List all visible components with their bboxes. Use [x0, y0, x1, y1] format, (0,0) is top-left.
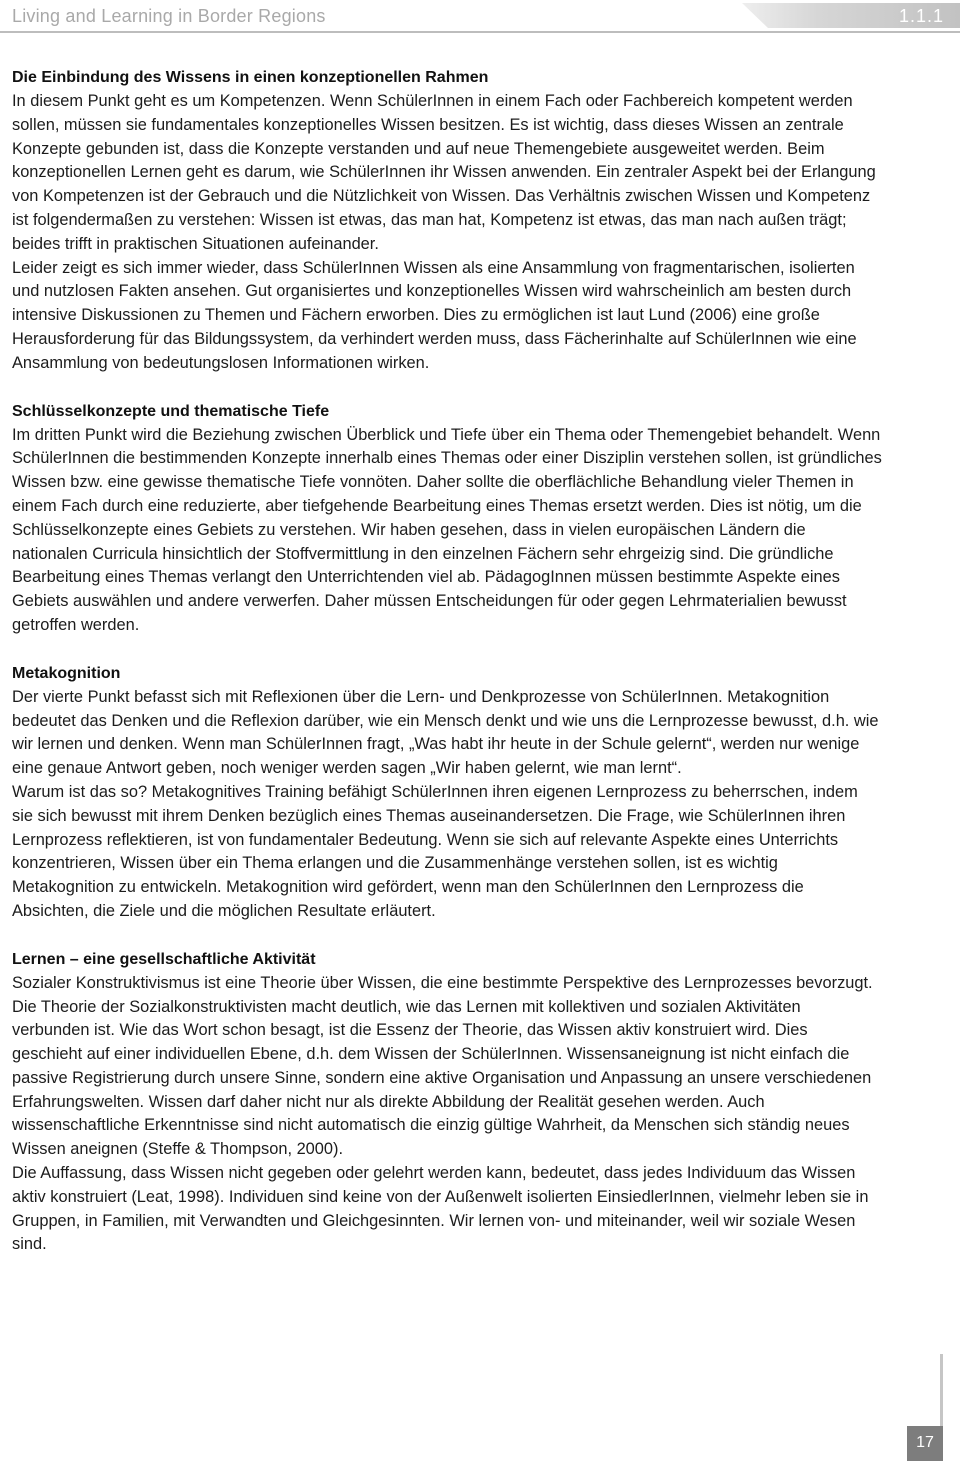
page-number: 17 — [916, 1434, 934, 1451]
section-metakognition — [12, 662, 882, 924]
page-header — [0, 0, 960, 36]
paragraph: Leider zeigt es sich immer wieder, dass SchülerInnen Wissen als eine Ansammlung von fragmentarischen, isolierten und nutzlosen Fakten ansehen. Gut organisiertes und konzeptionelles Wissen wird wahrscheinlich am besten durch intensive Diskussionen zu Themen und Fächern erworben. Dies zu ermöglichen ist laut Lund (2006) eine große Herausforderung für das Bildungssystem, da verhindert werden muss, dass Fächerinhalte auf SchülerInnen wie eine Ansammlung von bedeutungslosen Informationen wirken. — [12, 258, 857, 372]
running-title: Living and Learning in Border Regions — [12, 6, 326, 26]
section-heading: Metakognition — [12, 664, 121, 682]
section-schluesselkonzepte — [12, 400, 882, 638]
section-number: 1.1.1 — [898, 6, 944, 26]
section-heading: Schlüsselkonzepte und thematische Tiefe — [12, 402, 330, 420]
page-number-box — [907, 1426, 943, 1461]
header-divider — [0, 31, 960, 33]
paragraph: In diesem Punkt geht es um Kompetenzen. Wenn SchülerInnen in einem Fach oder Fachbereich kompetent werden sollen, müssen sie fundamentales konzeptionelles Wissen besitzen. Es ist wichtig, dass dieses Wissen an zentrale Konzepte gebunden ist, dass die Konzepte verstanden und auf neue Themengebiete ausgeweitet werden. Beim konzeptionellen Lernen geht es darum, wie SchülerInnen ihr Wissen anwenden. Ein zentraler Aspekt bei der Erlangung von Kompetenzen ist der Gebrauch und die Nützlichkeit von Wissen. Das Verhältnis zwischen Wissen und Kompetenz ist folgendermaßen zu verstehen: Wissen ist etwas, das man hat, Kompetenz ist etwas, das man nach außen trägt; beides trifft in praktischen Situationen aufeinander. — [12, 92, 876, 253]
paragraph: Sozialer Konstruktivismus ist eine Theorie über Wissen, die eine bestimmte Perspektive des Lernprozesses bevorzugt. Die Theorie der Sozialkonstruktivisten macht deutlich, wie das Lernen mit kollektiven und sozialen Aktivitäten verbunden ist. Wie das Wort schon besagt, ist die Essenz der Theorie, das Wissen aktiv konstruiert wird. Dies geschieht auf einer individuellen Ebene, d.h. dem Wissen der SchülerInnen. Wissensaneignung ist nicht einfach die passive Registrierung durch unsere Sinne, sondern eine aktive Organisation und Anpassung an unsere verschiedenen Erfahrungswelten. Wissen darf daher nicht nur als direkte Abbildung der Realität gesehen werden. Auch wissenschaftliche Erkenntnisse sind nicht automatisch die einzig gültige Wahrheit, da Menschen sich ständig neues Wissen aneignen (Steffe & Thompson, 2000). — [12, 973, 873, 1159]
section-konzeptioneller-rahmen — [12, 66, 882, 376]
margin-rule — [940, 1354, 943, 1426]
paragraph: Warum ist das so? Metakognitives Training befähigt SchülerInnen ihren eigenen Lernprozess zu beherrschen, indem sie sich bewusst mit ihrem Denken bezüglich eines Themas auseinandersetzen. Die Frage, wie SchülerInnen ihren Lernprozess reflektieren, ist von fundamentaler Bedeutung. Wenn sie sich auf relevante Aspekte eines Unterrichts konzentrieren, Wissen über ein Thema erlangen und die Zusammenhänge verstehen sollen, ist es wichtig Metakognition zu entwickeln. Metakognition wird gefördert, wenn man den SchülerInnen den Lernprozess die Absichten, die Ziele und die möglichen Resultate erläutert. — [12, 782, 858, 920]
page-body — [12, 66, 882, 1281]
paragraph: Die Auffassung, dass Wissen nicht gegeben oder gelehrt werden kann, bedeutet, dass jedes Individuum das Wissen aktiv konstruiert (Leat, 1998). Individuen sind keine von der Außenwelt isolierten EinsiedlerInnen, vielmehr leben sie in Gruppen, in Familien, mit Verwandten und Gleichgesinnten. Wir lernen von- und miteinander, weil wir soziale Wesen sind. — [12, 1164, 869, 1254]
section-heading: Die Einbindung des Wissens in einen konzeptionellen Rahmen — [12, 69, 489, 86]
paragraph: Im dritten Punkt wird die Beziehung zwischen Überblick und Tiefe über ein Thema oder Themengebiet behandelt. Wenn SchülerInnen die bestimmenden Konzepte innerhalb eines Themas oder einer Disziplin verstehen sollen, ist gründliches Wissen bzw. eine gewisse thematische Tiefe vonnöten. Daher sollte die oberflächliche Behandlung vieler Themen in einem Fach durch eine reduzierte, aber tiefgehende Bearbeitung eines Themas ersetzt werden. Dies ist nötig, um die Schlüsselkonzepte eines Gebiets zu verstehen. Wir haben gesehen, dass in vielen europäischen Ländern die nationalen Curricula hinsichtlich der Stoffvermittlung in den einzelnen Fächern sehr ehrgeizig sind. Die gründliche Bearbeitung eines Themas verlangt den Unterrichtenden viel ab. PädagogInnen müssen bestimmte Aspekte eines Gebiets auswählen und andere verwerfen. Daher müssen Entscheidungen für oder gegen Lehrmaterialien bewusst getroffen werden. — [12, 425, 882, 634]
section-gesellschaftliche-aktivitaet — [12, 948, 882, 1258]
section-heading: Lernen – eine gesellschaftliche Aktivität — [12, 950, 316, 968]
paragraph: Der vierte Punkt befasst sich mit Reflexionen über die Lern- und Denkprozesse von SchülerInnen. Metakognition bedeutet das Denken und die Reflexion darüber, wie ein Mensch denkt und wie uns die Lernprozesse bewusst, d.h. wie wir lernen und denken. Wenn man SchülerInnen fragt, „Was habt ihr heute in der Schule gelernt“, werden nur wenige eine genaue Antwort geben, noch weniger werden sagen „Wir haben gelernt, wie man lernt“. — [12, 687, 879, 778]
